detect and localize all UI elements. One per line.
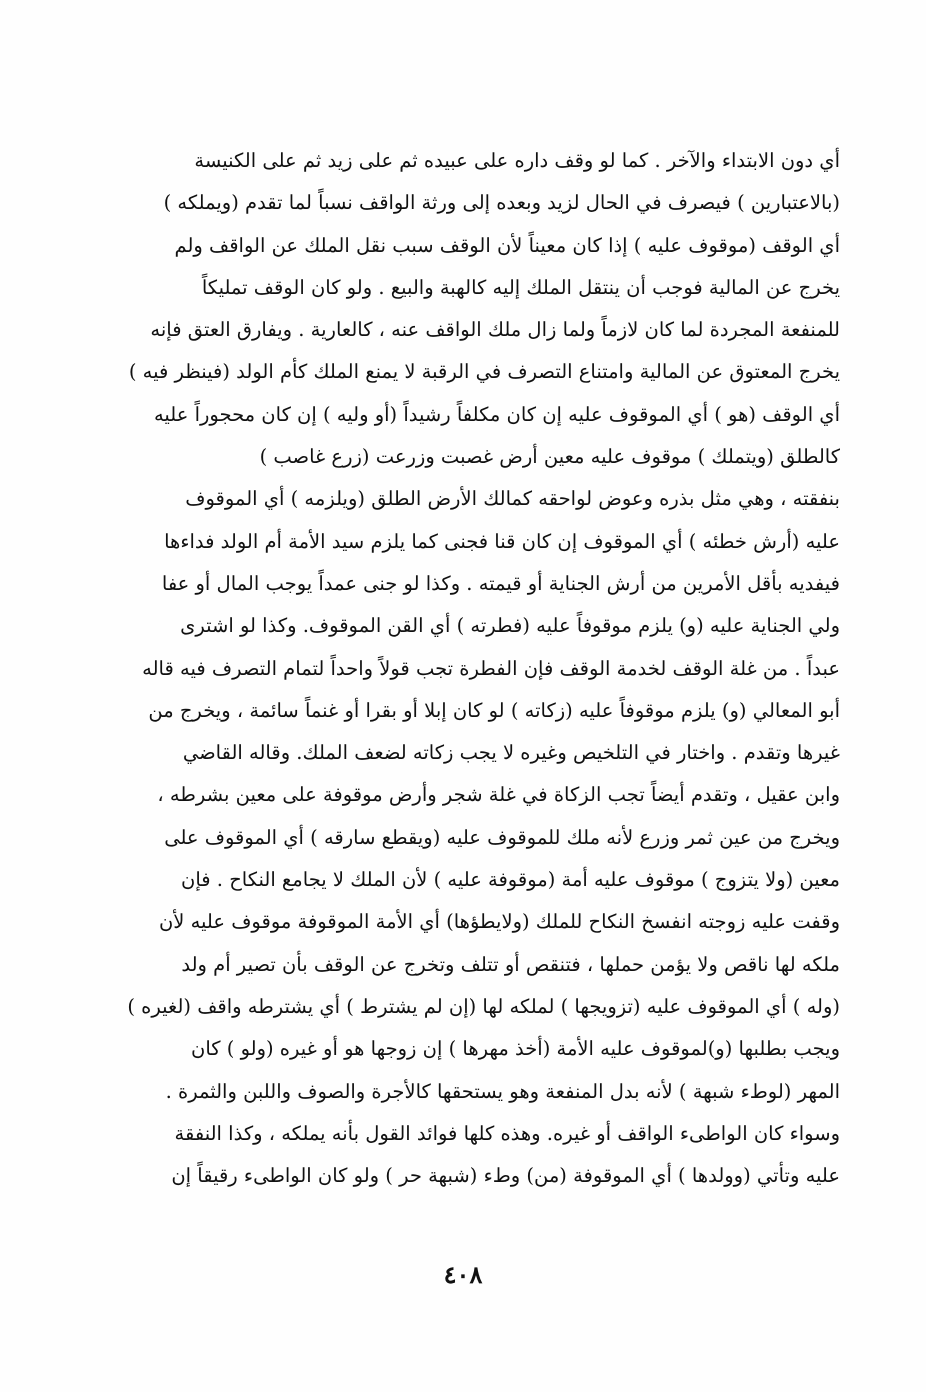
text-line: ويجب بطلبها (و)لموقوف عليه الأمة (أخذ مهرها ) إن زوجها هو أو غيره (ولو ) كان — [191, 1037, 840, 1061]
text-line: يخرج عن المالية فوجب أن ينتقل الملك إليه كالهبة والبيع . ولو كان الوقف تمليكاً — [201, 275, 840, 299]
body-text — [92, 140, 840, 1230]
text-line: فيفديه بأقل الأمرين من أرش الجناية أو قيمته . وكذا لو جنى عمداً يوجب المال أو عفا — [161, 571, 840, 595]
text-line: (بالاعتبارين ) فيصرف في الحال لزيد وبعده إلى ورثة الواقف نسباً لما تقدم (ويملكه ) — [163, 191, 840, 215]
text-line: ويخرج من عين ثمر وزرع لأنه ملك للموقوف عليه (ويقطع سارقه ) أي الموقوف على — [164, 825, 840, 849]
text-line: أي الوقف (هو ) أي الموقوف عليه إن كان مكلفاً رشيداً (أو وليه ) إن كان محجوراً عليه — [153, 402, 840, 426]
text-line: أي الوقف (موقوف عليه ) إذا كان معيناً لأن الوقف سبب نقل الملك عن الواقف ولم — [174, 233, 840, 257]
text-line: وابن عقيل ، وتقدم أيضاً تجب الزكاة في غلة شجر وأرض موقوفة على معين بشرطه ، — [157, 783, 840, 807]
text-line: بنفقته ، وهي مثل بذره وعوض لواحقه كمالك الأرض الطلق (ويلزمه ) أي الموقوف — [185, 487, 840, 511]
text-line: المهر (لوطء شبهة ) لأنه بدل المنفعة وهو يستحقها كالأجرة والصوف واللبن والثمرة . — [165, 1079, 840, 1103]
text-line: أي دون الابتداء والآخر . كما لو وقف داره على عبيده ثم على زيد ثم على الكنيسة — [194, 149, 840, 172]
text-line: وقفت عليه زوجته انفسخ النكاح للملك (ولايطؤها) أي الأمة الموقوفة موقوف عليه لأن — [158, 910, 840, 934]
text-line: كالطلق (ويتملك ) موقوف عليه معين أرض غصبت وزرعت (زرع غاصب ) — [259, 445, 840, 469]
text-line: معين (ولا يتزوج ) موقوف عليه أمة (موقوفة عليه ) لأن الملك لا يجامع النكاح . فإن — [181, 868, 840, 892]
text-line: غيرها وتقدم . واختار في التلخيص وغيره لا يجب زكاته لضعف الملك. وقاله القاضي — [182, 741, 840, 765]
text-line: ولي الجناية عليه (و) يلزم موقوفاً عليه (فطرته ) أي القن الموقوف. وكذا لو اشترى — [180, 614, 840, 638]
text-line: (وله ) أي الموقوف عليه (تزويجها ) لملكه لها (إن لم يشترط ) أي يشترطه واقف (لغيره ) — [127, 994, 840, 1018]
text-line: وسواء كان الواطىء الواقف أو غيره. وهذه كلها فوائد القول بأنه يملكه ، وكذا النفقة — [174, 1121, 840, 1145]
text-line: ملكه لها ناقص ولا يؤمن حملها ، فتنقص أو تتلف وتخرج عن الوقف بأن تصير أم ولد — [181, 952, 840, 976]
text-line: يخرج المعتوق عن المالية وامتناع التصرف في الرقبة لا يمنع الملك كأم الولد (فينظر فيه ) — [128, 360, 840, 384]
text-line: عبداً . من غلة الوقف لخدمة الوقف فإن الفطرة تجب قولاً واحداً لتمام التصرف فيه قاله — [142, 656, 840, 680]
text-line: عليه (أرش خطئه ) أي الموقوف إن كان قنا فجنى كما يلزم سيد الأمة أم الولد فداءها — [164, 529, 840, 553]
page-number: ٤٠٨ — [443, 1260, 483, 1289]
text-line: للمنفعة المجردة لما كان لازماً ولما زال ملك الواقف عنه ، كالعارية . ويفارق العتق فإنه — [150, 318, 840, 342]
text-line: عليه وتأتي (وولدها ) أي الموقوفة (من) وطء (شبهة حر ) ولو كان الواطىء رقيقاً إن — [171, 1164, 840, 1188]
text-line: أبو المعالي (و) يلزم موقوفاً عليه (زكاته ) لو كان إبلا أو بقرا أو غنماً سائمة ، ويخرج من — [148, 698, 840, 722]
